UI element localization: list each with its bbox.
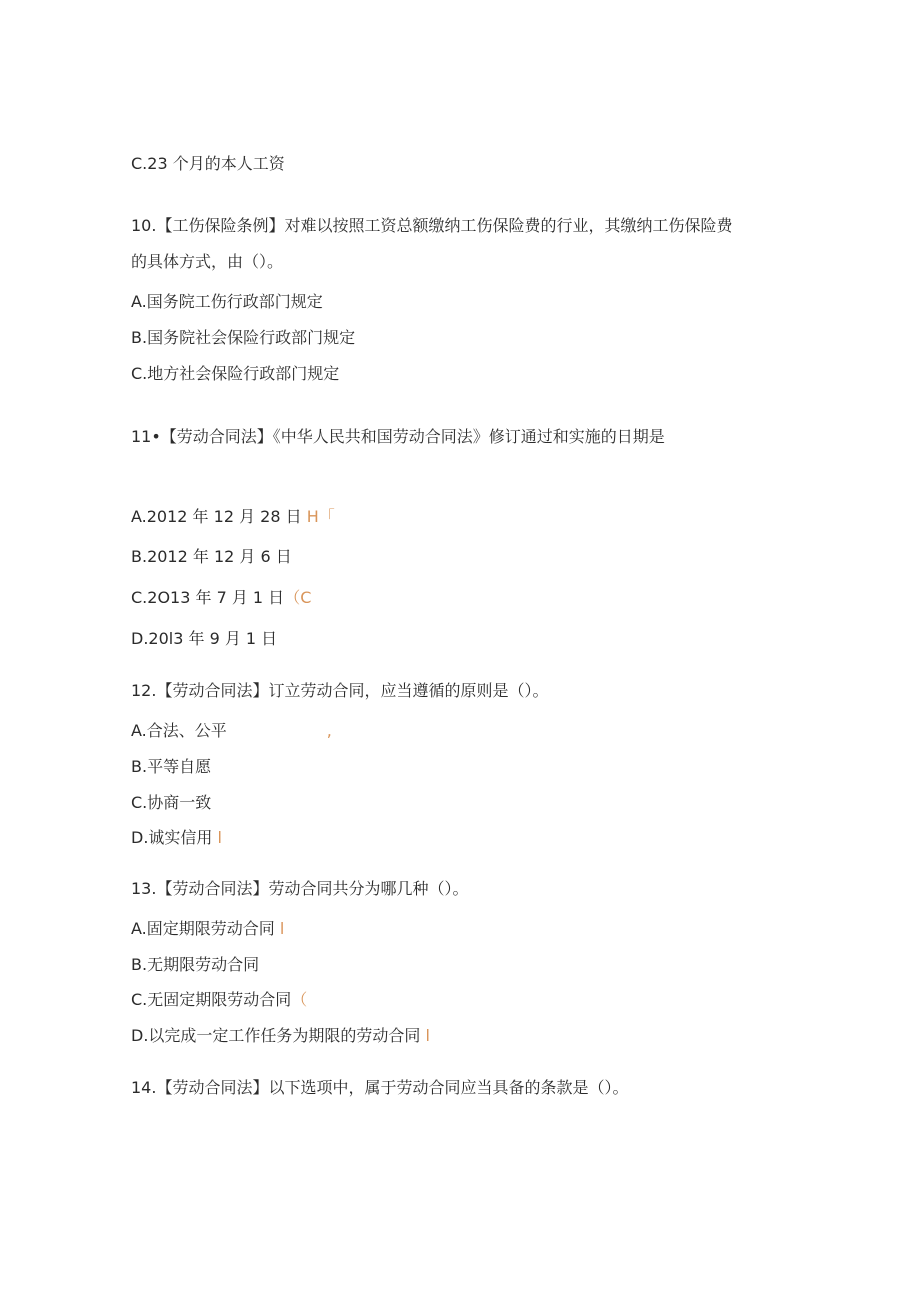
question-11-title [131,427,665,447]
margin-mark: , [326,721,332,740]
line-text: A.合法、公平 [131,721,227,740]
line-text: 12.【劳动合同法】订立劳动合同，应当遵循的原则是（）。 [131,681,549,700]
line-text: A.国务院工伤行政部门规定 [131,292,323,311]
margin-mark: l [212,828,222,847]
line-text: A.2012 年 12 月 28 日 [131,507,302,526]
line-text: D.以完成一定工作任务为期限的劳动合同 [131,1026,421,1045]
line-text: C.23 个月的本人工资 [131,154,285,173]
option-c [131,364,339,384]
line-text: 的具体方式，由（）。 [131,252,284,271]
option-a [131,292,323,312]
line-text: C.协商一致 [131,793,212,812]
line-text: 14.【劳动合同法】以下选项中，属于劳动合同应当具备的条款是（）。 [131,1078,629,1097]
option-d [131,828,222,848]
option-a [131,507,335,527]
option-b [131,328,355,348]
line-text: C.地方社会保险行政部门规定 [131,364,340,383]
option-c [131,793,211,813]
option-c [131,588,311,608]
margin-mark: l [274,919,285,938]
line-text: B.平等自愿 [131,757,212,776]
line-text: D.20l3 年 9 月 1 日 [131,629,278,648]
question-14-title [131,1078,628,1098]
margin-mark: H「 [301,507,335,526]
question-13-title [131,879,468,899]
question-12-title [131,681,548,701]
line-text: B.国务院社会保险行政部门规定 [131,328,356,347]
margin-mark: （ [291,990,308,1009]
option-a [131,919,284,939]
line-text: B.2012 年 12 月 6 日 [131,547,292,566]
margin-mark: l [420,1026,430,1045]
line-text: 11•【劳动合同法】《中华人民共和国劳动合同法》修订通过和实施的日期是 [131,427,665,446]
line-text: D.诚实信用 [131,828,213,847]
line-text: B.无期限劳动合同 [131,955,260,974]
line-text: C.2O13 年 7 月 1 日 [131,588,285,607]
option-c [131,990,307,1010]
line-text: C.无固定期限劳动合同 [131,990,292,1009]
question-10-title-cont [131,252,283,272]
option-b [131,955,259,975]
question-10-title [131,216,732,236]
text-line [131,154,285,174]
option-b [131,547,292,567]
option-b [131,757,211,777]
line-text: 13.【劳动合同法】劳动合同共分为哪几种（）。 [131,879,469,898]
option-a [131,721,332,741]
margin-mark: （C [284,588,312,607]
line-text: 10.【工伤保险条例】对难以按照工资总额缴纳工伤保险费的行业，其缴纳工伤保险费 [131,216,733,235]
option-d [131,1026,430,1046]
option-d [131,629,277,649]
line-text: A.固定期限劳动合同 [131,919,275,938]
